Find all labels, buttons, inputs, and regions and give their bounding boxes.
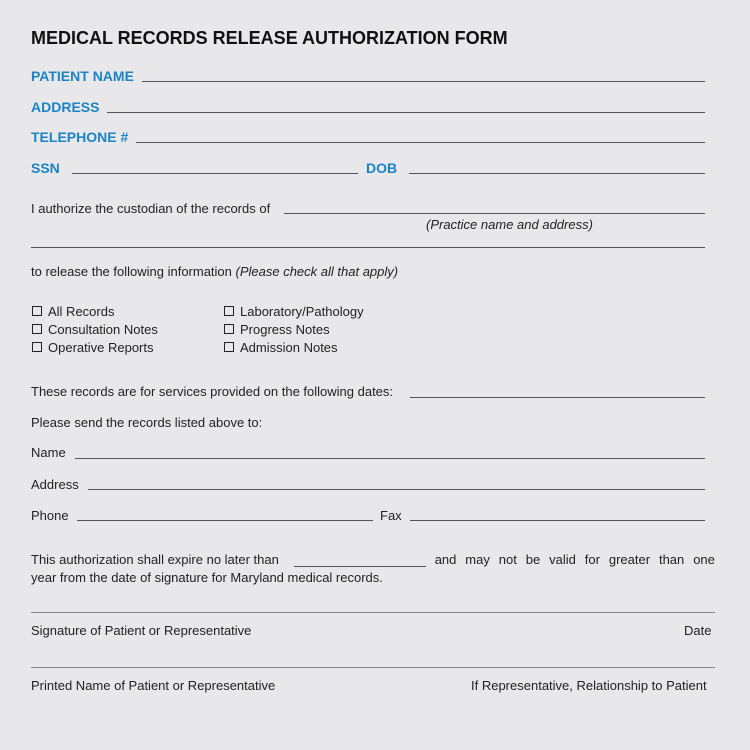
patient-name-field[interactable] bbox=[142, 81, 705, 82]
checkbox-column-left bbox=[32, 302, 158, 356]
checkbox-icon[interactable] bbox=[32, 324, 42, 334]
dob-field[interactable] bbox=[409, 173, 705, 174]
recipient-address-label: Address bbox=[31, 477, 79, 492]
custodian-field[interactable] bbox=[284, 213, 705, 214]
checkbox-column-right bbox=[224, 302, 364, 356]
address-field[interactable] bbox=[107, 112, 705, 113]
expiry-line-1 bbox=[31, 552, 715, 567]
date-label: Date bbox=[684, 623, 712, 638]
authorize-text: I authorize the custodian of the records of bbox=[31, 201, 271, 216]
expiry-text-part1: This authorization shall expire no later than bbox=[31, 552, 279, 567]
dob-label: DOB bbox=[366, 160, 398, 176]
checkbox-icon[interactable] bbox=[32, 342, 42, 352]
checkbox-admission-notes[interactable] bbox=[224, 338, 364, 356]
checkbox-icon[interactable] bbox=[224, 324, 234, 334]
telephone-field[interactable] bbox=[136, 142, 705, 143]
signature-field[interactable] bbox=[31, 612, 715, 613]
checkbox-icon[interactable] bbox=[32, 306, 42, 316]
ssn-field[interactable] bbox=[72, 173, 358, 174]
dates-field[interactable] bbox=[410, 397, 705, 398]
expiry-word: for bbox=[584, 552, 600, 567]
expiry-word: one bbox=[693, 552, 715, 567]
recipient-phone-label: Phone bbox=[31, 508, 69, 523]
release-text: to release the following information bbox=[31, 264, 232, 279]
expiry-text-line2: year from the date of signature for Maryland medical records. bbox=[31, 570, 383, 585]
expiry-word: and bbox=[434, 552, 457, 567]
checkbox-label: Laboratory/Pathology bbox=[240, 303, 364, 319]
signature-label: Signature of Patient or Representative bbox=[31, 623, 252, 638]
recipient-fax-field[interactable] bbox=[410, 520, 705, 521]
checkbox-label: Admission Notes bbox=[240, 339, 338, 355]
telephone-label: TELEPHONE # bbox=[31, 129, 129, 145]
dates-text: These records are for services provided on the following dates: bbox=[31, 384, 394, 399]
address-label: ADDRESS bbox=[31, 99, 100, 115]
release-hint: (Please check all that apply) bbox=[235, 264, 399, 279]
practice-hint: (Practice name and address) bbox=[426, 217, 593, 232]
expiry-word: may bbox=[465, 552, 490, 567]
recipient-phone-field[interactable] bbox=[77, 520, 373, 521]
recipient-name-label: Name bbox=[31, 445, 66, 460]
checkbox-consultation-notes[interactable] bbox=[32, 320, 158, 338]
checkbox-progress-notes[interactable] bbox=[224, 320, 364, 338]
checkbox-label: Progress Notes bbox=[240, 321, 330, 337]
checkbox-icon[interactable] bbox=[224, 342, 234, 352]
checkbox-laboratory-pathology[interactable] bbox=[224, 302, 364, 320]
checkbox-label: Operative Reports bbox=[48, 339, 154, 355]
expiry-word: than bbox=[658, 552, 685, 567]
recipient-name-field[interactable] bbox=[75, 458, 705, 459]
relationship-label: If Representative, Relationship to Patient bbox=[471, 678, 707, 693]
expiry-word: valid bbox=[549, 552, 576, 567]
patient-name-label: PATIENT NAME bbox=[31, 68, 134, 84]
checkbox-icon[interactable] bbox=[224, 306, 234, 316]
ssn-label: SSN bbox=[31, 160, 60, 176]
expiry-word: be bbox=[525, 552, 541, 567]
checkbox-label: Consultation Notes bbox=[48, 321, 158, 337]
expiry-date-field[interactable] bbox=[294, 554, 426, 567]
expiry-word: not bbox=[498, 552, 517, 567]
checkbox-all-records[interactable] bbox=[32, 302, 158, 320]
release-text-row bbox=[31, 264, 398, 279]
custodian-field-line2[interactable] bbox=[31, 247, 705, 248]
checkbox-label: All Records bbox=[48, 303, 115, 319]
expiry-word: greater bbox=[608, 552, 651, 567]
recipient-address-field[interactable] bbox=[88, 489, 705, 490]
send-text: Please send the records listed above to: bbox=[31, 415, 263, 430]
recipient-fax-label: Fax bbox=[380, 508, 402, 523]
printed-name-label: Printed Name of Patient or Representative bbox=[31, 678, 276, 693]
form-title: MEDICAL RECORDS RELEASE AUTHORIZATION FORM bbox=[31, 28, 508, 48]
checkbox-operative-reports[interactable] bbox=[32, 338, 158, 356]
printed-name-field[interactable] bbox=[31, 667, 715, 668]
